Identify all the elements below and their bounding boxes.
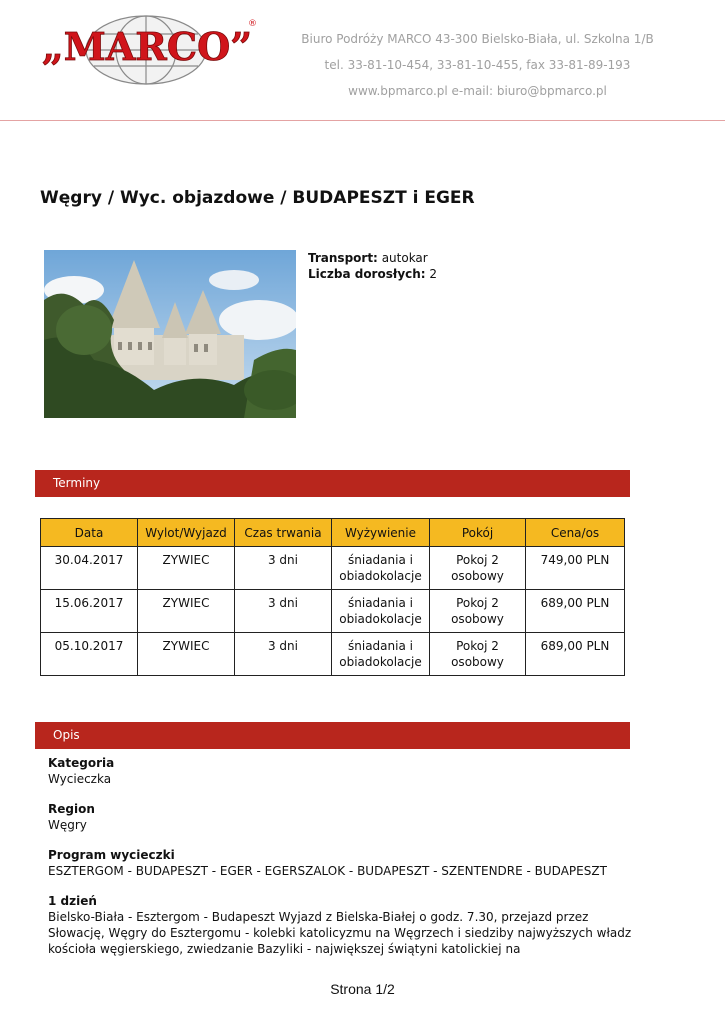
cell-price: 749,00 PLN xyxy=(526,547,625,590)
cell-duration: 3 dni xyxy=(235,547,332,590)
marco-logo xyxy=(36,14,258,86)
category-block xyxy=(48,755,648,787)
svg-text:®: ® xyxy=(248,19,257,29)
adults-label: Liczba dorosłych: xyxy=(308,267,426,281)
cell-departure: ZYWIEC xyxy=(138,633,235,676)
cell-board: śniadania i obiadokolacje xyxy=(332,633,430,676)
adults-row xyxy=(308,266,437,282)
col-header-duration: Czas trwania xyxy=(235,519,332,547)
col-header-room: Pokój xyxy=(430,519,526,547)
trip-photo xyxy=(44,250,296,418)
trip-facts xyxy=(308,250,437,282)
transport-row xyxy=(308,250,437,266)
table-row[interactable] xyxy=(41,547,625,590)
cell-room: Pokoj 2 osobowy xyxy=(430,547,526,590)
cell-price: 689,00 PLN xyxy=(526,590,625,633)
cell-departure: ZYWIEC xyxy=(138,547,235,590)
table-row[interactable] xyxy=(41,633,625,676)
table-row[interactable] xyxy=(41,590,625,633)
transport-label: Transport: xyxy=(308,251,378,265)
company-web-email[interactable]: www.bpmarco.pl e-mail: biuro@bpmarco.pl xyxy=(348,84,607,98)
cell-departure: ZYWIEC xyxy=(138,590,235,633)
cell-board: śniadania i obiadokolacje xyxy=(332,590,430,633)
cell-date: 30.04.2017 xyxy=(41,547,138,590)
col-header-board: Wyżywienie xyxy=(332,519,430,547)
page-title: Węgry / Wyc. objazdowe / BUDAPESZT i EGER xyxy=(40,188,475,208)
region-label: Region xyxy=(48,802,95,816)
day1-block xyxy=(48,893,648,957)
category-value: Wycieczka xyxy=(48,772,112,786)
col-header-departure: Wylot/Wyjazd xyxy=(138,519,235,547)
day1-label: 1 dzień xyxy=(48,894,97,908)
category-label: Kategoria xyxy=(48,756,115,770)
region-block xyxy=(48,801,648,833)
company-address: Biuro Podróży MARCO 43-300 Bielsko-Biała, ul. Szkolna 1/B xyxy=(301,32,654,46)
description-body xyxy=(48,755,648,971)
program-label: Program wycieczki xyxy=(48,848,175,862)
terms-header-row xyxy=(41,519,625,547)
day1-text: Bielsko-Biała - Esztergom - Budapeszt Wyjazd z Bielska-Białej o godz. 7.30, przejazd przez Słowację, Węgry do Esztergomu - kolebki katolicyzmu na Węgrzech i siedziby najwyższych władz kościoła węgierskiego, zwiedzanie Bazyliki - największej świątyni katolickiej na xyxy=(48,910,632,956)
company-phones: tel. 33-81-10-454, 33-81-10-455, fax 33-81-89-193 xyxy=(324,58,631,72)
page-number: Strona 1/2 xyxy=(330,981,395,997)
cell-duration: 3 dni xyxy=(235,590,332,633)
region-value: Węgry xyxy=(48,818,87,832)
terms-section-header: Terminy xyxy=(35,470,630,497)
cell-date: 05.10.2017 xyxy=(41,633,138,676)
adults-value: 2 xyxy=(429,267,438,281)
col-header-date: Data xyxy=(41,519,138,547)
cell-date: 15.06.2017 xyxy=(41,590,138,633)
cell-room: Pokoj 2 osobowy xyxy=(430,633,526,676)
col-header-price: Cena/os xyxy=(526,519,625,547)
company-info xyxy=(270,26,685,104)
cell-room: Pokoj 2 osobowy xyxy=(430,590,526,633)
description-section-header: Opis xyxy=(35,722,630,749)
transport-value: autokar xyxy=(381,251,428,265)
cell-price: 689,00 PLN xyxy=(526,633,625,676)
program-block xyxy=(48,847,648,879)
program-value: ESZTERGOM - BUDAPESZT - EGER - EGERSZALOK - BUDAPESZT - SZENTENDRE - BUDAPESZT xyxy=(48,864,607,878)
header-divider xyxy=(0,120,725,121)
cell-duration: 3 dni xyxy=(235,633,332,676)
svg-text:„MARCO”: „MARCO” xyxy=(41,24,253,69)
terms-table xyxy=(40,518,625,676)
cell-board: śniadania i obiadokolacje xyxy=(332,547,430,590)
